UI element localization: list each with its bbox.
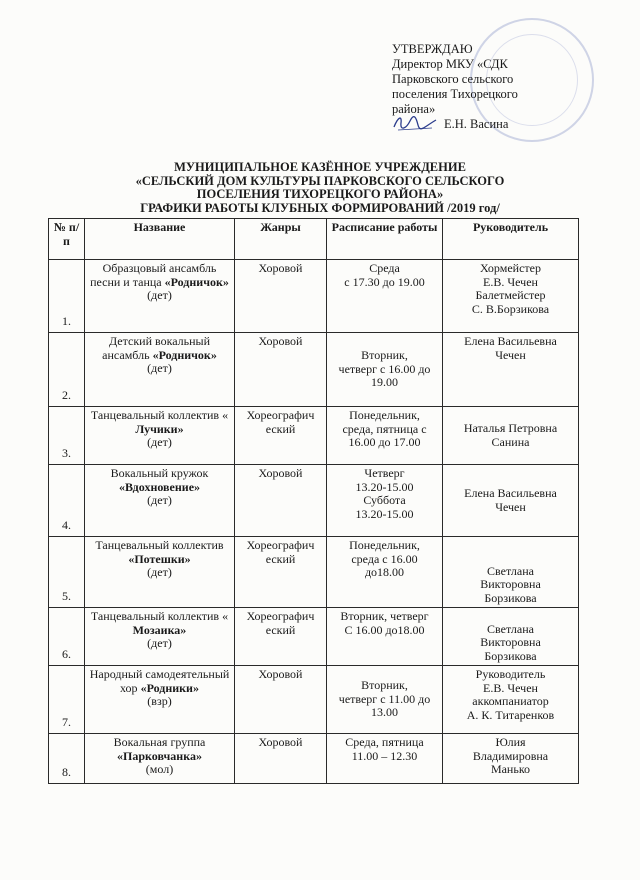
table-row [49,407,579,465]
leader-cell: Хормейстер Е.В. Чечен Балетмейстер С. В.Борзикова [443,260,579,333]
group-name-prefix: Народный самодеятельный хор [89,667,230,695]
group-age: (взр) [147,694,172,708]
approval-line: Директор МКУ «СДК [392,57,508,71]
table-header-row [49,219,579,260]
schedule-table [48,218,579,784]
leader-cell: Елена Васильевна Чечен [443,333,579,407]
group-title: Лучики» [135,421,184,436]
schedule-cell: Среда, пятница 11.00 – 12.30 [327,734,443,784]
signature-row [392,117,562,132]
row-number: 8. [49,734,85,784]
header-name: Название [85,219,235,260]
group-age: (мол) [145,762,174,776]
genre-cell: Хоровой [235,260,327,333]
schedule-cell: Среда с 17.30 до 19.00 [327,260,443,333]
signer-name: Е.Н. Васина [444,117,509,131]
leader-cell: Юлия Владимировна Манько [443,734,579,784]
group-name-prefix: Вокальная группа [113,735,206,749]
approval-line: района» [392,102,436,116]
header-leader: Руководитель [443,219,579,260]
group-name [85,407,235,465]
row-number: 6. [49,608,85,666]
row-number: 5. [49,537,85,608]
table-row [49,608,579,666]
schedule-cell: Вторник, четверг С 16.00 до18.00 [327,608,443,666]
group-name [85,608,235,666]
genre-cell: Хореографич еский [235,407,327,465]
group-name [85,260,235,333]
approval-line: Парковского сельского [392,72,514,86]
group-title: «Потешки» [128,551,191,566]
row-number: 4. [49,465,85,537]
genre-cell: Хореографич еский [235,608,327,666]
leader-cell: Светлана Викторовна Борзикова [443,537,579,608]
approval-block [392,42,562,132]
table-row [49,734,579,784]
group-title: «Вдохновение» [118,479,201,494]
group-age: (дет) [147,435,172,449]
genre-cell: Хоровой [235,666,327,734]
genre-cell: Хоровой [235,734,327,784]
title-line: «СЕЛЬСКИЙ ДОМ КУЛЬТУРЫ ПАРКОВСКОГО СЕЛЬСКОГО [135,173,505,188]
genre-cell: Хоровой [235,465,327,537]
group-age: (дет) [147,288,172,302]
genre-cell: Хореографич еский [235,537,327,608]
group-age: (дет) [147,361,172,375]
group-age: (дет) [147,493,172,507]
group-title: «Парковчанка» [117,748,202,763]
header-schedule: Расписание работы [327,219,443,260]
title-line: ПОСЕЛЕНИЯ ТИХОРЕЦКОГО РАЙОНА» [196,187,444,201]
leader-cell: Наталья Петровна Санина [443,407,579,465]
group-title: «Родничок» [152,347,217,362]
table-row [49,666,579,734]
group-name [85,734,235,784]
document-title [70,161,570,215]
row-number: 2. [49,333,85,407]
group-name [85,465,235,537]
header-number: № п/п [49,219,85,260]
header-genre: Жанры [235,219,327,260]
group-name-prefix: Танцевальный коллектив « [90,408,229,422]
signature [392,111,438,133]
row-number: 1. [49,260,85,333]
group-name [85,333,235,407]
group-name [85,537,235,608]
approval-line: УТВЕРЖДАЮ [392,42,473,56]
group-age: (дет) [147,565,172,579]
schedule-cell: Вторник, четверг с 11.00 до 13.00 [327,666,443,734]
genre-cell: Хоровой [235,333,327,407]
group-age: (дет) [147,636,172,650]
table-row [49,537,579,608]
group-name-prefix: Образцовый ансамбль песни и танца [90,261,217,289]
group-name-prefix: Танцевальный коллектив [95,538,224,552]
group-name-prefix: Вокальный кружок [110,466,209,480]
table-row [49,333,579,407]
row-number: 3. [49,407,85,465]
leader-cell: Светлана Викторовна Борзикова [443,608,579,666]
table-body [49,260,579,784]
table-row [49,260,579,333]
schedule-cell: Понедельник, среда с 16.00 до18.00 [327,537,443,608]
title-line: ГРАФИКИ РАБОТЫ КЛУБНЫХ ФОРМИРОВАНИЙ /2019 год/ [140,200,500,215]
leader-cell: Елена Васильевна Чечен [443,465,579,537]
schedule-cell: Понедельник, среда, пятница с 16.00 до 17.00 [327,407,443,465]
group-name [85,666,235,734]
title-line: МУНИЦИПАЛЬНОЕ КАЗЁННОЕ УЧРЕЖДЕНИЕ [174,160,466,174]
group-title: Мозаика» [132,622,187,637]
group-title: «Родники» [140,680,199,695]
schedule-cell: Вторник, четверг с 16.00 до 19.00 [327,333,443,407]
group-name-prefix: Детский вокальный ансамбль [102,334,211,362]
schedule-cell: Четверг 13.20-15.00 Суббота 13.20-15.00 [327,465,443,537]
row-number: 7. [49,666,85,734]
table-row [49,465,579,537]
group-title: «Родничок» [164,274,229,289]
leader-cell: Руководитель Е.В. Чечен аккомпаниатор А. К. Титаренков [443,666,579,734]
group-name-prefix: Танцевальный коллектив « [90,609,229,623]
approval-line: поселения Тихорецкого [392,87,518,101]
